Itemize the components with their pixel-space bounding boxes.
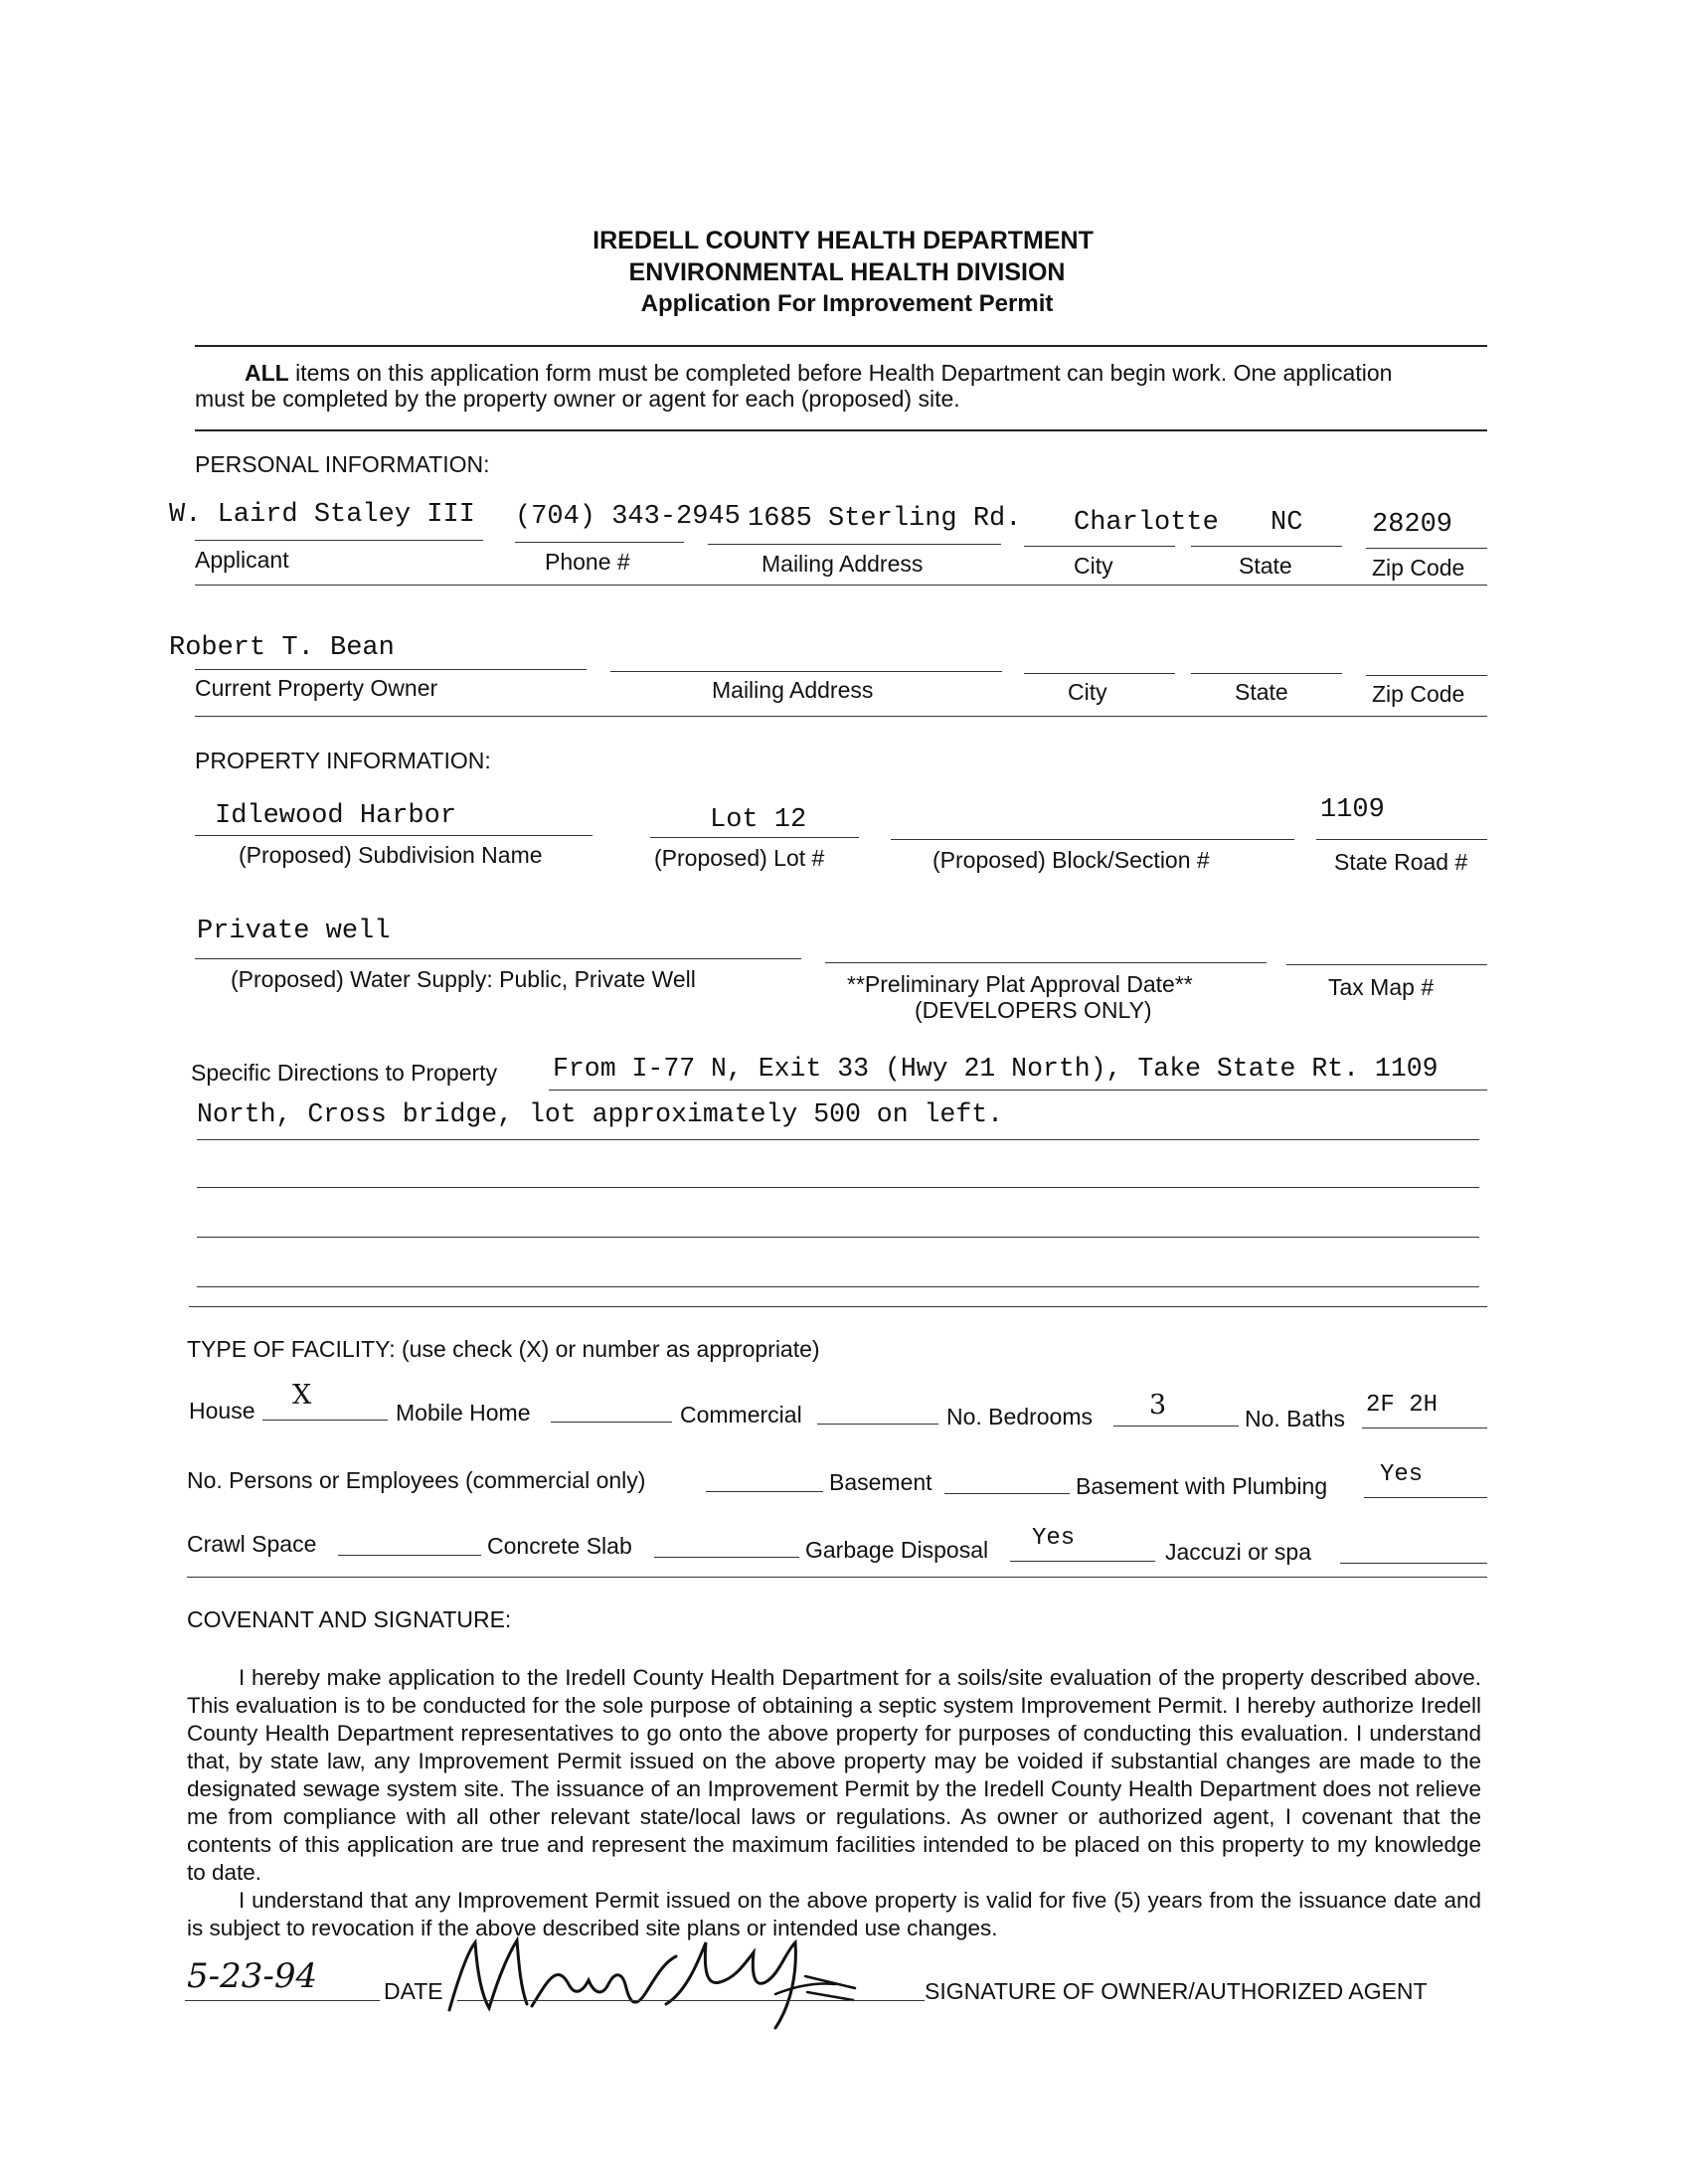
owner-state-line[interactable] <box>1191 673 1342 674</box>
applicant-phone-field[interactable]: (704) 343-2945 <box>515 502 741 532</box>
concrete-slab-line[interactable] <box>654 1557 799 1558</box>
plat-date-line[interactable] <box>825 962 1267 963</box>
bedrooms-line <box>1113 1426 1239 1427</box>
applicant-signature[interactable] <box>437 1923 934 2038</box>
lot-label: (Proposed) Lot # <box>654 845 825 871</box>
persons-line[interactable] <box>706 1491 823 1492</box>
subdivision-label: (Proposed) Subdivision Name <box>239 842 543 868</box>
facility-section-rule <box>187 1577 1487 1578</box>
date-label: DATE <box>384 1978 443 2004</box>
subdivision-line <box>195 835 593 836</box>
form-title: Application For Improvement Permit <box>640 290 1054 317</box>
garbage-disposal-value[interactable]: Yes <box>1032 1525 1076 1552</box>
bedrooms-value[interactable]: 3 <box>1149 1390 1167 1421</box>
applicant-label: Applicant <box>195 547 289 573</box>
applicant-city-field[interactable]: Charlotte <box>1074 508 1219 538</box>
applicant-phone-line <box>515 542 684 543</box>
directions-line2-rule <box>197 1139 1479 1140</box>
applicant-state-line <box>1191 546 1342 547</box>
owner-city-label: City <box>1068 679 1107 705</box>
basement-line[interactable] <box>944 1493 1070 1494</box>
mobile-home-line[interactable] <box>551 1422 672 1423</box>
state-road-label: State Road # <box>1334 849 1468 875</box>
notice-text: items on this application form must be completed before Health Department can begin work. One application <box>288 360 1393 386</box>
applicant-name-line <box>195 540 483 541</box>
water-supply-line <box>195 958 801 959</box>
bedrooms-label: No. Bedrooms <box>946 1404 1094 1429</box>
directions-line2[interactable]: North, Cross bridge, lot approximately 500 on left. <box>197 1099 1004 1129</box>
commercial-line[interactable] <box>817 1424 938 1425</box>
header-rule <box>195 345 1487 347</box>
facility-section-title: TYPE OF FACILITY: (use check (X) or number as appropriate) <box>187 1336 820 1362</box>
owner-name-line <box>195 669 587 670</box>
water-supply-label: (Proposed) Water Supply: Public, Private Well <box>231 966 696 992</box>
baths-label: No. Baths <box>1245 1406 1345 1431</box>
applicant-address-field[interactable]: 1685 Sterling Rd. <box>748 504 1022 534</box>
state-road-field[interactable]: 1109 <box>1320 795 1385 825</box>
applicant-row-rule <box>195 585 1487 586</box>
zip-label: Zip Code <box>1372 555 1465 581</box>
covenant-paragraph-1: I hereby make application to the Iredell County Health Department for a soils/site evaluation of the property described above. This evaluation is to be conducted for the sole purpose of obtaining a septic system Improvement Permit. I hereby authorize Iredell County Health Department representatives to go onto the above property for purposes of conducting this evaluation. I understand that, by state law, any Improvement Permit issued on the above property may be voided if substantial changes are made to the designated sewage system site. The issuance of an Improvement Permit by the Iredell County Health Department does not relieve me from compliance with all other relevant state/local laws or regulations. As owner or authorized agent, I covenant that the contents of this application are true and represent the maximum facilities intended to be placed on this property to my knowledge to date. <box>187 1665 1481 1885</box>
directions-line5-rule[interactable] <box>197 1286 1479 1287</box>
personal-section-title: PERSONAL INFORMATION: <box>195 451 490 477</box>
garbage-disposal-label: Garbage Disposal <box>805 1537 989 1563</box>
owner-label: Current Property Owner <box>195 675 438 701</box>
lot-field[interactable]: Lot 12 <box>710 805 807 835</box>
owner-name-field[interactable]: Robert T. Bean <box>169 633 395 663</box>
state-label: State <box>1239 553 1292 579</box>
notice-emphasis: ALL <box>245 360 289 386</box>
mobile-home-label: Mobile Home <box>396 1400 531 1426</box>
subdivision-field[interactable]: Idlewood Harbor <box>215 801 457 831</box>
property-section-title: PROPERTY INFORMATION: <box>195 748 491 773</box>
block-label: (Proposed) Block/Section # <box>932 847 1210 873</box>
developers-only-label: (DEVELOPERS ONLY) <box>915 997 1152 1023</box>
notice-rule <box>195 429 1487 431</box>
baths-value[interactable]: 2F 2H <box>1366 1392 1439 1419</box>
crawl-space-label: Crawl Space <box>187 1531 317 1557</box>
garbage-disposal-line <box>1010 1561 1155 1562</box>
owner-row-rule <box>195 716 1487 717</box>
directions-line4-rule[interactable] <box>197 1237 1479 1238</box>
commercial-label: Commercial <box>680 1402 802 1428</box>
division-title: ENVIRONMENTAL HEALTH DIVISION <box>628 258 1066 286</box>
plat-approval-label: **Preliminary Plat Approval Date** <box>847 971 1193 997</box>
owner-zip-line[interactable] <box>1366 675 1487 676</box>
applicant-city-line <box>1024 546 1175 547</box>
city-label: City <box>1074 553 1113 579</box>
concrete-slab-label: Concrete Slab <box>487 1533 632 1559</box>
notice-line1 <box>245 360 1392 387</box>
mailing-address-label: Mailing Address <box>762 551 924 577</box>
directions-line1-rule <box>549 1090 1487 1091</box>
water-supply-field[interactable]: Private well <box>197 917 391 946</box>
directions-label: Specific Directions to Property <box>191 1060 498 1086</box>
crawl-space-line[interactable] <box>338 1555 481 1556</box>
tax-map-line[interactable] <box>1286 964 1487 965</box>
house-line <box>262 1420 388 1421</box>
persons-label: No. Persons or Employees (commercial only) <box>187 1467 646 1493</box>
applicant-name-field[interactable]: W. Laird Staley III <box>169 500 475 530</box>
covenant-section-title: COVENANT AND SIGNATURE: <box>187 1606 512 1632</box>
applicant-zip-line <box>1366 548 1487 549</box>
directions-line3-rule[interactable] <box>197 1187 1479 1188</box>
tax-map-label: Tax Map # <box>1328 974 1435 1000</box>
owner-address-label: Mailing Address <box>712 677 874 703</box>
owner-address-line[interactable] <box>610 671 1002 672</box>
jacuzzi-line[interactable] <box>1340 1563 1487 1564</box>
lot-line <box>650 837 859 838</box>
phone-label: Phone # <box>545 549 630 575</box>
block-line[interactable] <box>891 839 1294 840</box>
house-label: House <box>189 1398 255 1424</box>
date-line <box>185 2000 380 2001</box>
department-title: IREDELL COUNTY HEALTH DEPARTMENT <box>593 227 1094 254</box>
applicant-zip-field[interactable]: 28209 <box>1372 510 1453 540</box>
signature-line <box>457 2000 925 2001</box>
applicant-address-line <box>708 544 1001 545</box>
basement-plumbing-label: Basement with Plumbing <box>1076 1473 1328 1499</box>
owner-city-line[interactable] <box>1024 673 1175 674</box>
owner-zip-label: Zip Code <box>1372 681 1465 707</box>
basement-label: Basement <box>829 1469 932 1495</box>
signature-label: SIGNATURE OF OWNER/AUTHORIZED AGENT <box>925 1978 1428 2004</box>
directions-section-rule <box>189 1306 1487 1307</box>
house-value[interactable]: X <box>292 1380 312 1411</box>
owner-state-label: State <box>1235 679 1288 705</box>
notice-line2: must be completed by the property owner or agent for each (proposed) site. <box>195 386 960 412</box>
basement-plumbing-line <box>1364 1497 1487 1498</box>
jacuzzi-label: Jaccuzi or spa <box>1165 1539 1312 1565</box>
basement-plumbing-value[interactable]: Yes <box>1380 1461 1424 1488</box>
date-value[interactable]: 5-23-94 <box>187 1956 318 1996</box>
covenant-paragraph-2: I understand that any Improvement Permit issued on the above property is valid for five (5) years from the issuance date and is subject to revocation if the above described site plans or intended use changes. <box>187 1888 1481 1940</box>
directions-line1[interactable]: From I-77 N, Exit 33 (Hwy 21 North), Take State Rt. 1109 <box>553 1054 1439 1084</box>
applicant-state-field[interactable]: NC <box>1270 508 1303 538</box>
state-road-line <box>1316 839 1487 840</box>
